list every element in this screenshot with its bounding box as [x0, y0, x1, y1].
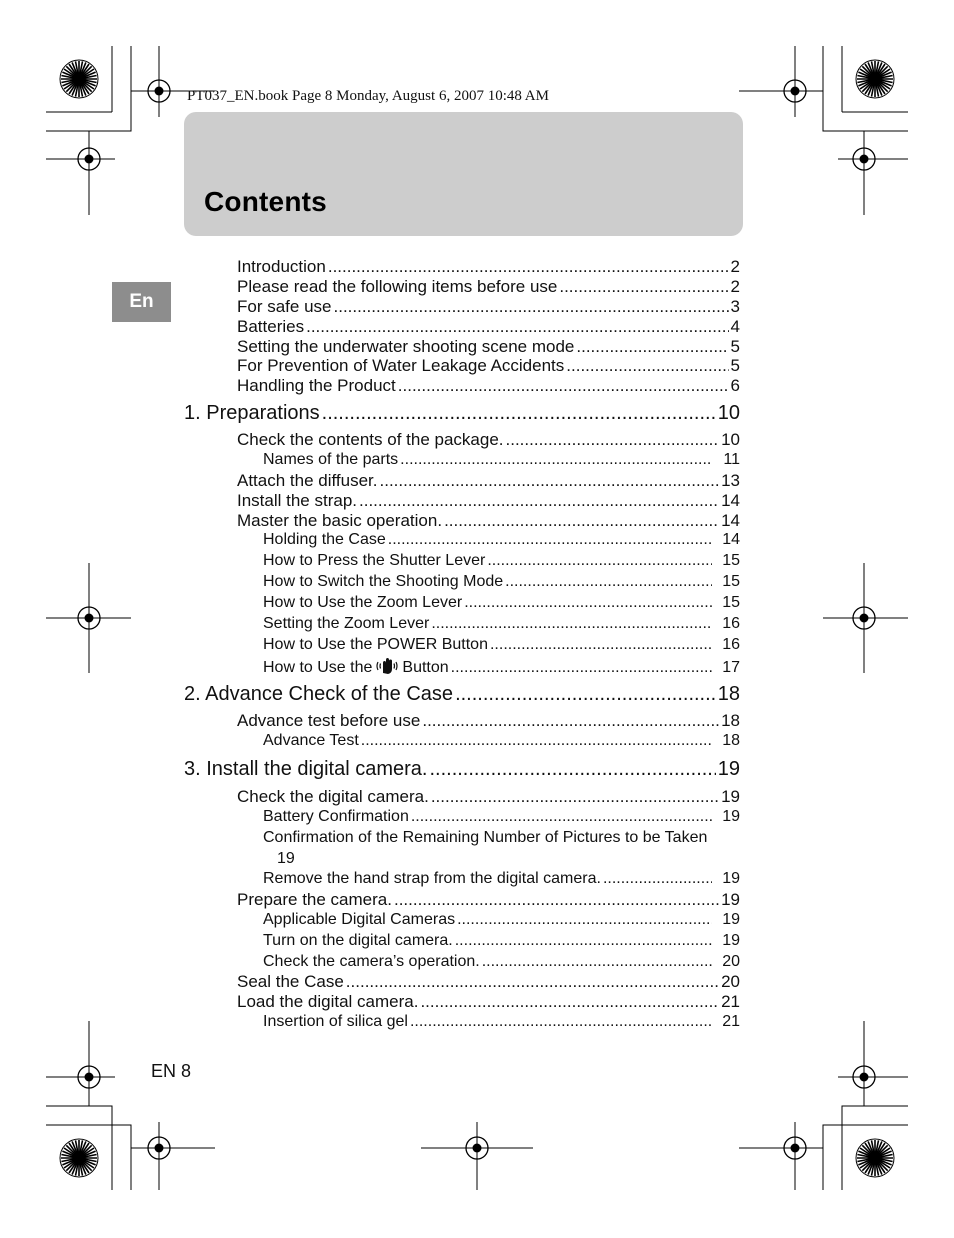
language-tab: En	[112, 282, 171, 322]
toc-page: 20	[722, 953, 740, 970]
toc-label: How to Switch the Shooting Mode	[263, 573, 504, 590]
toc-label: For Prevention of Water Leakage Accidents	[237, 356, 565, 375]
toc-page: 19	[722, 932, 740, 949]
toc-subentry-turn-on-camera[interactable]	[263, 932, 740, 950]
toc-page: 2	[730, 257, 740, 276]
toc-entry-safe-use[interactable]	[237, 297, 740, 317]
toc-label: For safe use	[237, 297, 332, 316]
toc-page: 3	[730, 297, 740, 316]
toc-label: Button	[402, 659, 449, 676]
toc-entry-read-before-use[interactable]	[237, 277, 740, 297]
toc-label: Insertion of silica gel	[263, 1013, 408, 1030]
toc-label: Check the camera’s operation.	[263, 953, 480, 970]
toc-chapter-install-camera[interactable]	[184, 758, 740, 781]
toc-entry-advance-test-before-use[interactable]	[237, 711, 740, 731]
toc-page: 15	[722, 594, 740, 611]
toc-label: Remove the hand strap from the digital camera.	[263, 870, 601, 887]
toc-page: 16	[722, 636, 740, 653]
toc-label: 3. Install the digital camera.	[184, 758, 428, 780]
toc-subentry-stabilizer-button[interactable]	[263, 657, 740, 677]
toc-page: 19	[721, 890, 740, 909]
toc-subentry-power-button[interactable]	[263, 636, 740, 654]
toc-label: Advance test before use	[237, 711, 421, 730]
toc-label: How to Press the Shutter Lever	[263, 552, 486, 569]
toc-page: 11	[723, 451, 740, 468]
toc-label: Advance Test	[263, 732, 359, 749]
toc-entry-attach-diffuser[interactable]	[237, 471, 740, 491]
toc-label: Turn on the digital camera.	[263, 932, 453, 949]
toc-subentry-parts-names[interactable]	[263, 451, 740, 469]
toc-label: 2. Advance Check of the Case	[184, 683, 454, 705]
toc-entry-underwater-mode[interactable]	[237, 337, 740, 357]
toc-label: Check the digital camera.	[237, 787, 429, 806]
toc-entry-check-camera[interactable]	[237, 787, 740, 807]
toc-subentry-holding-case[interactable]	[263, 531, 740, 549]
toc-label: Master the basic operation.	[237, 511, 443, 530]
toc-label: Check the contents of the package.	[237, 430, 504, 449]
toc-subentry-silica-gel[interactable]	[263, 1013, 740, 1031]
toc-label: Applicable Digital Cameras	[263, 911, 456, 928]
toc-page: 19	[722, 870, 740, 887]
toc-subentry-zoom-lever[interactable]	[263, 594, 740, 612]
toc-label: Install the strap.	[237, 491, 358, 510]
toc-chapter-advance-check[interactable]	[184, 683, 740, 706]
page-title: Contents	[204, 186, 327, 217]
toc-page: 5	[730, 356, 740, 375]
toc-label: Handling the Product	[237, 376, 396, 395]
hand-shake-icon	[374, 657, 400, 675]
toc-subentry-advance-test[interactable]	[263, 732, 740, 750]
toc-page: 19	[721, 787, 740, 806]
toc-page: 6	[730, 376, 740, 395]
toc-subentry-battery-confirmation[interactable]	[263, 808, 740, 826]
toc-label: How to Use the Zoom Lever	[263, 594, 463, 611]
toc-label: Introduction	[237, 257, 326, 276]
toc-entry-install-strap[interactable]	[237, 491, 740, 511]
toc-label: Please read the following items before use	[237, 277, 558, 296]
toc-subentry-remove-hand-strap[interactable]	[263, 870, 740, 888]
toc-page: 13	[721, 471, 740, 490]
toc-page: 20	[721, 972, 740, 991]
toc-label: How to Use the POWER Button	[263, 636, 488, 653]
toc-page: 18	[721, 711, 740, 730]
toc-page: 18	[722, 732, 740, 749]
toc-entry-package-contents[interactable]	[237, 430, 740, 450]
toc-label: Holding the Case	[263, 531, 386, 548]
toc-entry-handling[interactable]	[237, 376, 740, 396]
toc-page: 17	[722, 659, 740, 676]
toc-entry-prepare-camera[interactable]	[237, 890, 740, 910]
toc-entry-water-leakage[interactable]	[237, 356, 740, 376]
toc-page: 21	[722, 1013, 740, 1030]
toc-label: Setting the underwater shooting scene mode	[237, 337, 575, 356]
toc-entry-introduction[interactable]	[237, 257, 740, 277]
toc-page: 15	[722, 552, 740, 569]
toc-page: 2	[730, 277, 740, 296]
toc-label: Seal the Case	[237, 972, 344, 991]
toc-page: 16	[722, 615, 740, 632]
toc-label: Names of the parts	[263, 451, 399, 468]
toc-label: Battery Confirmation	[263, 808, 409, 825]
toc-label: Attach the diffuser.	[237, 471, 378, 490]
toc-page: 19	[722, 911, 740, 928]
toc-page: 19	[277, 850, 295, 867]
toc-entry-basic-operation[interactable]	[237, 511, 740, 531]
toc-page: 4	[730, 317, 740, 336]
toc-page: 18	[717, 683, 740, 705]
toc-entry-seal-case[interactable]	[237, 972, 740, 992]
toc-page: 5	[730, 337, 740, 356]
toc-label: Batteries	[237, 317, 305, 336]
toc-page: 14	[721, 491, 740, 510]
print-header: PT037_EN.book Page 8 Monday, August 6, 2007 10:48 AM	[187, 88, 549, 104]
toc-page: 14	[722, 531, 740, 548]
toc-page: 19	[717, 758, 740, 780]
toc-entry-batteries[interactable]	[237, 317, 740, 337]
toc-page: 10	[717, 402, 740, 424]
toc-page: 21	[721, 992, 740, 1011]
toc-subentry-setting-zoom-lever[interactable]	[263, 615, 740, 633]
toc-subentry-remaining-pictures[interactable]: Confirmation of the Remaining Number of Pictures to be Taken	[263, 829, 708, 846]
toc-subentry-applicable-cameras[interactable]	[263, 911, 740, 929]
toc-label: Load the digital camera.	[237, 992, 419, 1011]
toc-page: 10	[721, 430, 740, 449]
toc-page: 15	[722, 573, 740, 590]
toc-chapter-preparations[interactable]	[184, 402, 740, 425]
toc-subentry-shooting-mode[interactable]	[263, 573, 740, 591]
toc-label: How to Use the	[263, 659, 373, 676]
toc-label: Setting the Zoom Lever	[263, 615, 430, 632]
toc-subentry-shutter-lever[interactable]	[263, 552, 740, 570]
toc-subentry-check-operation[interactable]	[263, 953, 740, 971]
toc-entry-load-camera[interactable]	[237, 992, 740, 1012]
toc-label: Prepare the camera.	[237, 890, 392, 909]
page-number: EN 8	[151, 1061, 192, 1081]
toc-label: 1. Preparations	[184, 402, 320, 424]
toc-page: 14	[721, 511, 740, 530]
toc-page: 19	[722, 808, 740, 825]
